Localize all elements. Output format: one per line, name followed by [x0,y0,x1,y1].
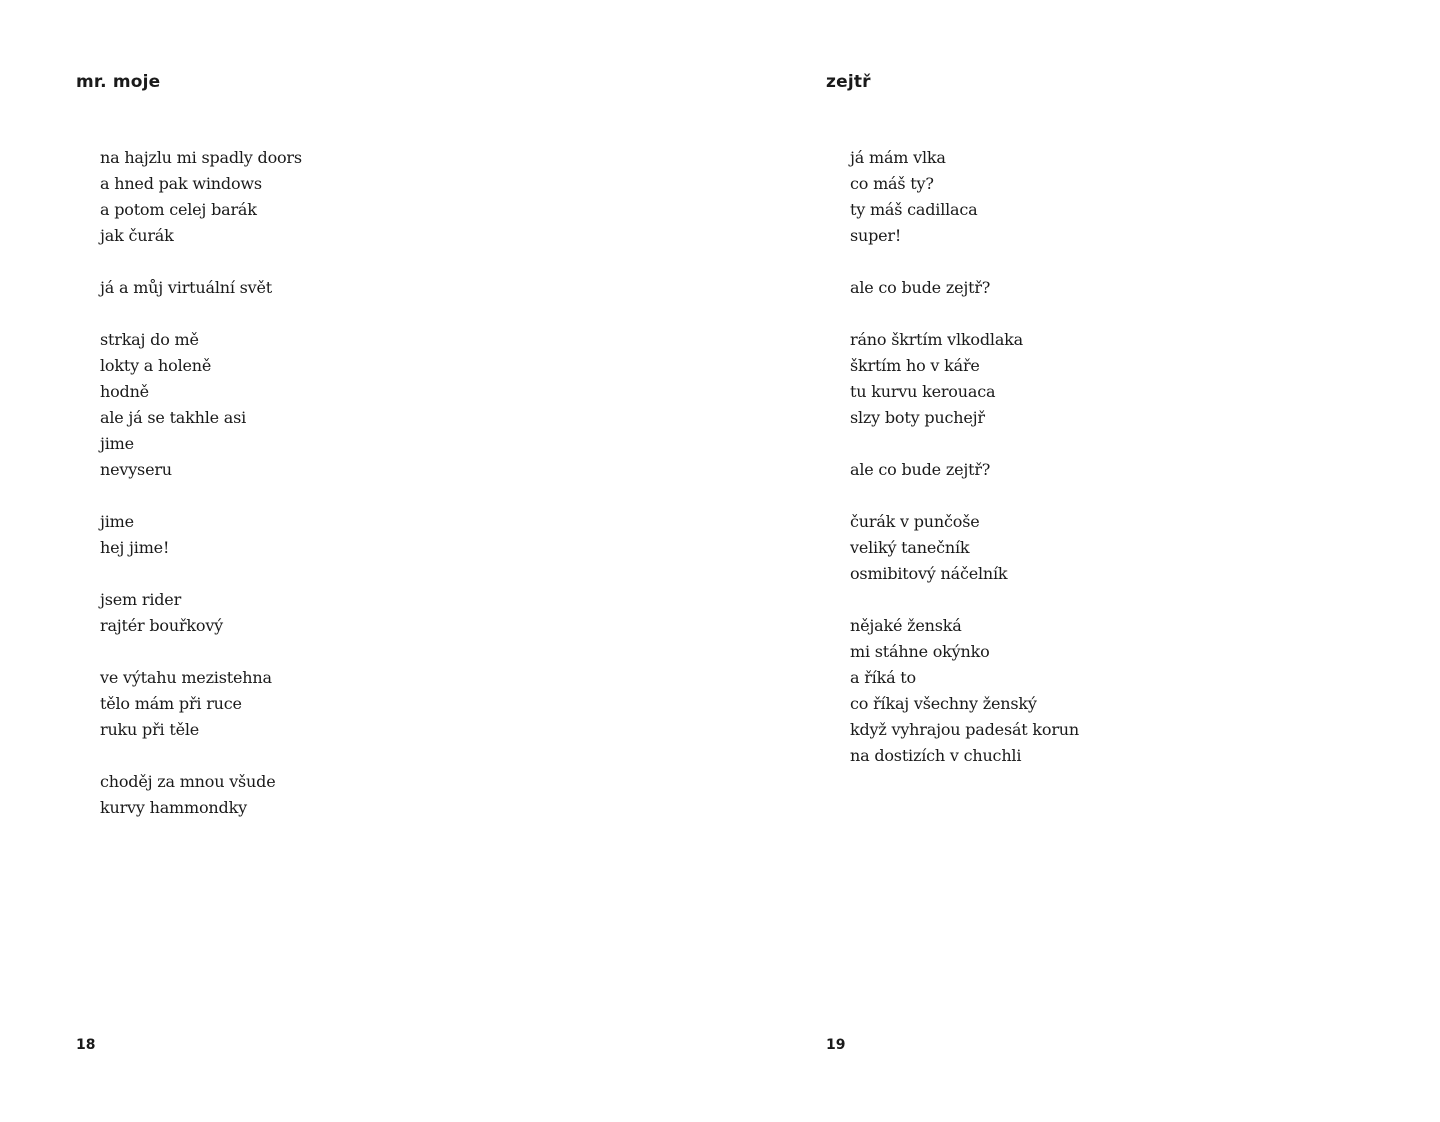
verse-line: na dostizích v chuchli [850,746,1022,765]
stanza [100,587,302,639]
stanza [100,769,302,821]
verse-line: nějaké ženská [850,616,962,635]
stanza [100,327,302,483]
verse-line: ráno škrtím vlkodlaka [850,330,1023,349]
verse-line: já a můj virtuální svět [100,278,272,297]
verse-line: já mám vlka [850,148,946,167]
stanza [850,145,1079,249]
verse-line: mi stáhne okýnko [850,642,990,661]
verse-line: osmibitový náčelník [850,564,1008,583]
verse-line: slzy boty puchejř [850,408,985,427]
verse-line: rajtér bouřkový [100,616,224,635]
right-page [750,0,1440,1122]
verse-line: tu kurvu kerouaca [850,382,996,401]
verse-line: ve výtahu mezistehna [100,668,272,687]
page-number: 18 [76,1037,96,1053]
verse-line: jime [100,512,134,531]
verse-line: jak čurák [100,226,174,245]
verse-line: ruku při těle [100,720,200,739]
verse-line: jime [100,434,134,453]
verse-line: ale co bude zejtř? [850,278,991,297]
verse-line: hodně [100,382,149,401]
poem-body [100,145,302,847]
verse-line: co říkaj všechny ženský [850,694,1037,713]
poem-title: zejtř [826,72,871,92]
verse-line: tělo mám při ruce [100,694,242,713]
verse-line: choděj za mnou všude [100,772,276,791]
verse-line: ale co bude zejtř? [850,460,991,479]
stanza [100,509,302,561]
poem-title: mr. moje [76,72,161,92]
stanza [850,613,1079,769]
verse-line: super! [850,226,902,245]
poem-body [850,145,1079,795]
verse-line: a hned pak windows [100,174,262,193]
stanza [850,327,1079,431]
verse-line: a říká to [850,668,916,687]
verse-line: a potom celej barák [100,200,257,219]
verse-line: lokty a holeně [100,356,212,375]
verse-line: když vyhrajou padesát korun [850,720,1079,739]
verse-line: strkaj do mě [100,330,199,349]
stanza [100,665,302,743]
verse-line: nevyseru [100,460,172,479]
verse-line: škrtím ho v káře [850,356,980,375]
verse-line: kurvy hammondky [100,798,247,817]
verse-line: co máš ty? [850,174,934,193]
verse-line: veliký tanečník [850,538,970,557]
page-number: 19 [826,1037,846,1053]
verse-line: hej jime! [100,538,170,557]
verse-line: ale já se takhle asi [100,408,247,427]
verse-line: jsem rider [100,590,182,609]
stanza [850,457,1079,483]
stanza [100,145,302,249]
verse-line: ty máš cadillaca [850,200,978,219]
stanza [850,275,1079,301]
stanza [100,275,302,301]
verse-line: na hajzlu mi spadly doors [100,148,302,167]
verse-line: čurák v punčoše [850,512,980,531]
stanza [850,509,1079,587]
